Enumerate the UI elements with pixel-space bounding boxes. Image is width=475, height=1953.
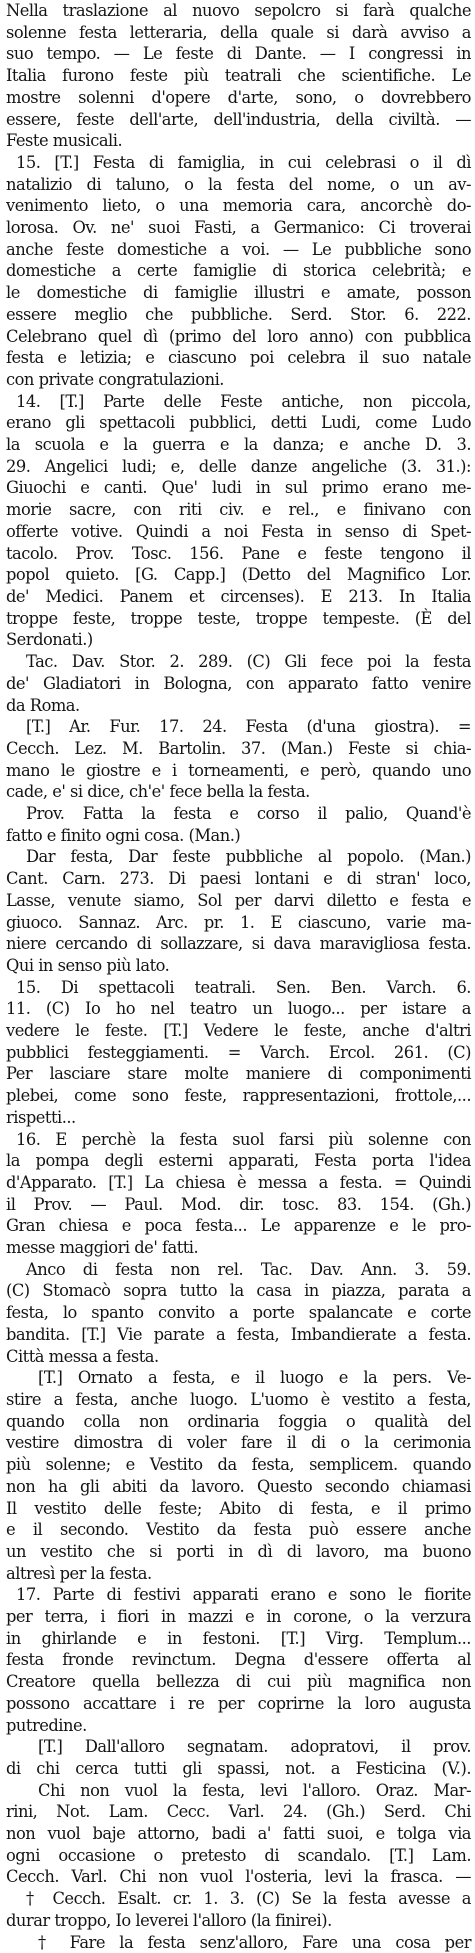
text-line: Per lasciare stare molte maniere di componimenti bbox=[6, 1064, 471, 1084]
text-line: plebei, come sono feste, rappresentazioni, frottole,... bbox=[6, 1086, 471, 1106]
text-line: bandita. [T.] Vie parate a festa, Imbandierate a festa. bbox=[6, 1324, 471, 1344]
text-line: solenne festa letteraria, della quale si darà avviso a bbox=[6, 22, 471, 42]
text-line: di chi cerca tutti gli spassi, not. a Festicina (V.). bbox=[6, 1758, 471, 1778]
section-heading-line: 14. [T.] Parte delle Feste antiche, non piccola, bbox=[16, 391, 471, 411]
text-line: Anco di festa non rel. Tac. Dav. Ann. 3. 59. bbox=[26, 1259, 471, 1279]
text-line: [T.] Dall'alloro segnatam. adopratovi, il prov. bbox=[38, 1737, 471, 1757]
text-line: Creatore quella bellezza di cui più magnifica non bbox=[6, 1672, 471, 1692]
text-line: mostre solenni d'opere d'arte, sono, o dovrebbero bbox=[6, 87, 471, 107]
text-line: de' Medici. Panem et circenses). E 213. In Italia bbox=[6, 586, 471, 606]
text-line: erano gli spettacoli pubblici, detti Ludi, come Ludo bbox=[6, 413, 471, 433]
section-heading-line: 16. E perchè la festa suol farsi più solenne con bbox=[16, 1129, 471, 1149]
section-14-ancient-feasts bbox=[6, 391, 471, 977]
section-15-theatrical bbox=[6, 977, 471, 1129]
text-line: stire a festa, anche luogo. L'uomo è vestito a festa, bbox=[6, 1390, 471, 1409]
text-line: mano le giostre e i torneamenti, e però, quando uno bbox=[6, 760, 471, 780]
text-line: Feste musicali. bbox=[6, 131, 123, 151]
text-line: la scuola e la guerra e la danza; e anche D. 3. bbox=[6, 435, 471, 455]
text-line: fatto e finito ogni cosa. (Man.) bbox=[6, 825, 241, 845]
text-line: giuoco. Sannaz. Arc. pr. 1. E ciascuno, varie ma- bbox=[6, 912, 471, 932]
text-line: † Cecch. Esalt. cr. 1. 3. (C) Se la festa avesse a bbox=[26, 1889, 471, 1909]
text-line: il Prov. — Paul. Mod. dir. tosc. 83. 154. (Gh.) bbox=[6, 1194, 471, 1214]
section-heading-line: 17. Parte di festivi apparati erano e sono le fiorite bbox=[16, 1585, 471, 1605]
text-line: [T.] Ornato a festa, e il luogo e la pers. Ve- bbox=[38, 1368, 471, 1388]
text-line: vedere le feste. [T.] Vedere le feste, anche d'altri bbox=[6, 1021, 471, 1041]
text-line: rini, Not. Lam. Cecc. Varl. 24. (Gh.) Serd. Chi bbox=[6, 1802, 471, 1822]
text-line: durar troppo, Io leverei l'alloro (la finirei). bbox=[6, 1910, 332, 1930]
text-line: de' Gladiatori in Bologna, con apparato fatto venire bbox=[6, 673, 471, 693]
text-line: festa fronde revinctum. Degna d'essere offerta al bbox=[6, 1650, 471, 1670]
text-line: cade, e' si dice, ch'e' fece bella la festa. bbox=[6, 782, 310, 802]
section-15-family-feast bbox=[6, 152, 471, 391]
text-line: (C) Stomacò sopra tutto la casa in piazza, parata a bbox=[6, 1281, 471, 1301]
text-line: troppe feste, troppe teste, troppe tempeste. (È del bbox=[6, 608, 471, 628]
text-line: in ghirlande e in festoni. [T.] Virg. Templum... bbox=[6, 1628, 471, 1648]
text-line: Qui in senso più lato. bbox=[6, 955, 170, 975]
text-line: tacolo. Prov. Tosc. 156. Pane e feste tengono il bbox=[6, 543, 471, 563]
text-line: lorosa. Ov. ne' suoi Fasti, a Germanico: Ci troverai bbox=[6, 218, 471, 238]
text-line: domestiche a certe famiglie di storica celebrità; e bbox=[6, 261, 471, 281]
text-line: Cecch. Varl. Chi non vuol l'osteria, levi la frasca. — bbox=[6, 1867, 471, 1887]
text-line: e il secondo. Vestito da festa può essere anche bbox=[6, 1520, 471, 1540]
text-line: popol quieto. [G. Capp.] (Detto del Magnifico Lor. bbox=[6, 565, 471, 585]
text-line: niere cercando di sollazzare, si dava maravigliosa festa. bbox=[6, 934, 471, 954]
text-line: non vuol baje attorno, badi a' fatti suoi, e tolga via bbox=[6, 1824, 471, 1844]
text-line: non ha gli abiti da lavoro. Questo secondo chiamasi bbox=[6, 1476, 471, 1496]
text-line: Nella traslazione al nuovo sepolcro si farà qualche bbox=[6, 1, 471, 20]
text-line: le domestiche di famiglie illustri e amate, posson bbox=[6, 283, 471, 303]
text-line: Celebrano quel dì (primo del loro anno) con pubblica bbox=[6, 326, 471, 346]
section-heading-line: 15. [T.] Festa di famiglia, in cui celebrasi o il dì bbox=[16, 152, 471, 172]
text-line: per terra, i fiori in mazzi e in corone, o la verzura bbox=[6, 1607, 471, 1627]
text-line: venimento lieto, o una memoria cara, ancorchè do- bbox=[6, 196, 471, 216]
text-line: morie sacre, con riti civ. e rel., e finivano con bbox=[6, 500, 471, 520]
text-line: Prov. Fatta la festa e corso il palio, Quand'è bbox=[26, 804, 471, 824]
text-line: essere, feste dell'arte, dell'industria, della civiltà. — bbox=[6, 109, 471, 129]
section-heading-line: 15. Di spettacoli teatrali. Sen. Ben. Varch. 6. bbox=[16, 977, 471, 997]
text-line: possono accattare i re per coprirne la loro augusta bbox=[6, 1693, 471, 1713]
text-line: 11. (C) Io ho nel teatro un luogo... per istare a bbox=[6, 999, 471, 1019]
text-line: altresì per la festa. bbox=[6, 1563, 152, 1583]
text-line: [T.] Ar. Fur. 17. 24. Festa (d'una giostra). = bbox=[26, 717, 471, 737]
text-line: Chi non vuol la festa, levi l'alloro. Oraz. Mar- bbox=[38, 1780, 471, 1800]
text-line: da Roma. bbox=[6, 695, 80, 715]
section-16-apparatus bbox=[6, 1129, 471, 1585]
text-line: quando colla non ordinaria foggia o qualità del bbox=[6, 1411, 471, 1431]
text-line: putredine. bbox=[6, 1715, 87, 1735]
section-17-festive-decorations bbox=[6, 1584, 471, 1953]
text-line: pubblici festeggiamenti. = Varch. Ercol. 261. (C) bbox=[6, 1042, 471, 1062]
text-line: con private congratulazioni. bbox=[6, 369, 224, 389]
text-line: festa, lo spanto convito a porte spalancate e corte bbox=[6, 1303, 471, 1323]
text-line: Gran chiesa e poca festa... Le apparenze e le pro- bbox=[6, 1216, 471, 1236]
text-line: essere meglio che pubbliche. Serd. Stor. 6. 222. bbox=[6, 304, 471, 324]
text-line: rispetti... bbox=[6, 1107, 76, 1127]
text-line: ogni occasione o pretesto di scandalo. [T.] Lam. bbox=[6, 1845, 471, 1865]
text-line: d'Apparato. [T.] La chiesa è messa a festa. = Quindi bbox=[6, 1172, 471, 1192]
text-line: † Fare la festa senz'alloro, Fare una cosa per bbox=[38, 1932, 471, 1952]
entry-continuation bbox=[6, 0, 471, 152]
text-line: vestire dimostra di voler fare il di o la cerimonia bbox=[6, 1433, 471, 1453]
text-line: 29. Angelici ludi; e, delle danze angeliche (3. 31.): bbox=[6, 456, 471, 476]
text-line: un vestito che si porti in dì di lavoro, ma buono bbox=[6, 1541, 471, 1561]
text-line: anche feste domestiche a voi. — Le pubbliche sono bbox=[6, 239, 471, 259]
text-line: Lasse, venute siamo, Sol per darvi diletto e festa e bbox=[6, 890, 471, 910]
text-line: Città messa a festa. bbox=[6, 1346, 159, 1366]
text-line: la pompa degli esterni apparati, Festa porta l'idea bbox=[6, 1151, 471, 1171]
text-line: più solenne; e Vestito da festa, semplicem. quando bbox=[6, 1455, 471, 1475]
text-line: Dar festa, Dar feste pubbliche al popolo. (Man.) bbox=[26, 847, 471, 867]
text-line: messe maggiori de' fatti. bbox=[6, 1238, 199, 1258]
text-line: suo tempo. — Le feste di Dante. — I congressi in bbox=[6, 44, 471, 64]
text-line: Cecch. Lez. M. Bartolin. 37. (Man.) Feste si chia- bbox=[6, 738, 471, 758]
text-line: Italia furono feste più teatrali che scientifiche. Le bbox=[6, 66, 471, 86]
text-line: Il vestito delle feste; Abito di festa, e il primo bbox=[6, 1498, 471, 1518]
text-line: Giuochi e canti. Que' ludi in sul primo erano me- bbox=[6, 478, 471, 498]
text-line: Serdonati.) bbox=[6, 630, 93, 650]
text-line: festa e letizia; e ciascuno poi celebra il suo natale bbox=[6, 348, 471, 368]
text-line: natalizio di taluno, o la festa del nome, o un av- bbox=[6, 174, 471, 194]
text-line: Tac. Dav. Stor. 2. 289. (C) Gli fece poi la festa bbox=[26, 652, 471, 672]
text-line: offerte votive. Quindi a noi Festa in senso di Spet- bbox=[6, 521, 471, 541]
text-line: Cant. Carn. 273. Di paesi lontani e di stran' loco, bbox=[6, 869, 471, 889]
